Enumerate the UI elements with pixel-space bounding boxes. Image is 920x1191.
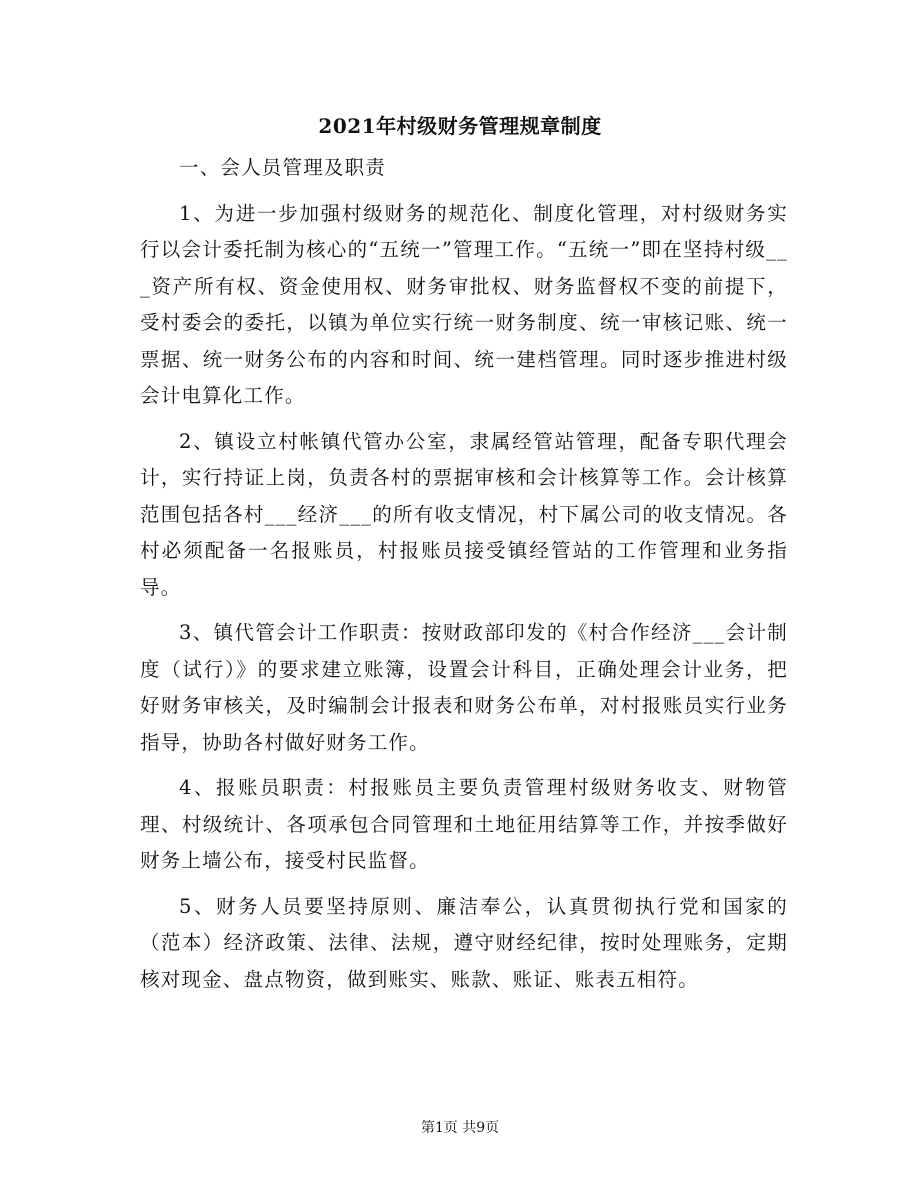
page-number: 第1页 共9页 — [420, 1120, 500, 1136]
document-title: 2021年村级财务管理规章制度 — [318, 114, 602, 138]
paragraph-4: 4、报账员职责：村报账员主要负责管理村级财务收支、财物管理、村级统计、各项承包合同管理和土地征用结算等工作，并按季做好财务上墙公布，接受村民监督。 — [140, 776, 788, 872]
paragraph-1: 1、为进一步加强村级财务的规范化、制度化管理，对村级财务实行以会计委托制为核心的“五统一”管理工作。“五统一”即在坚持村级___资产所有权、资金使用权、财务审批权、财务监督权不变的前提下，受村委会的委托，以镇为单位实行统一财务制度、统一审核记账、统一票据、统一财务公布的内容和时间、统一建档管理。同时逐步推进村级会计电算化工作。 — [140, 201, 788, 407]
section-heading: 一、会人员管理及职责 — [179, 156, 387, 179]
paragraph-3: 3、镇代管会计工作职责：按财政部印发的《村合作经济___会计制度（试行）》的要求建立账簿，设置会计科目，正确处理会计业务，把好财务审核关，及时编制会计报表和财务公布单，对村报账员实行业务指导，协助各村做好财务工作。 — [140, 621, 788, 754]
document-body — [140, 150, 788, 1007]
paragraph-5: 5、财务人员要坚持原则、廉洁奉公，认真贯彻执行党和国家的（范本）经济政策、法律、法规，遵守财经纪律，按时处理账务，定期核对现金、盘点物资，做到账实、账款、账证、账表五相符。 — [140, 894, 788, 991]
paragraph-2: 2、镇设立村帐镇代管办公室，隶属经管站管理，配备专职代理会计，实行持证上岗，负责各村的票据审核和会计核算等工作。会计核算范围包括各村___经济___的所有收支情况，村下属公司的收支情况。各村必须配备一名报账员，村报账员接受镇经管站的工作管理和业务指导。 — [140, 429, 788, 599]
